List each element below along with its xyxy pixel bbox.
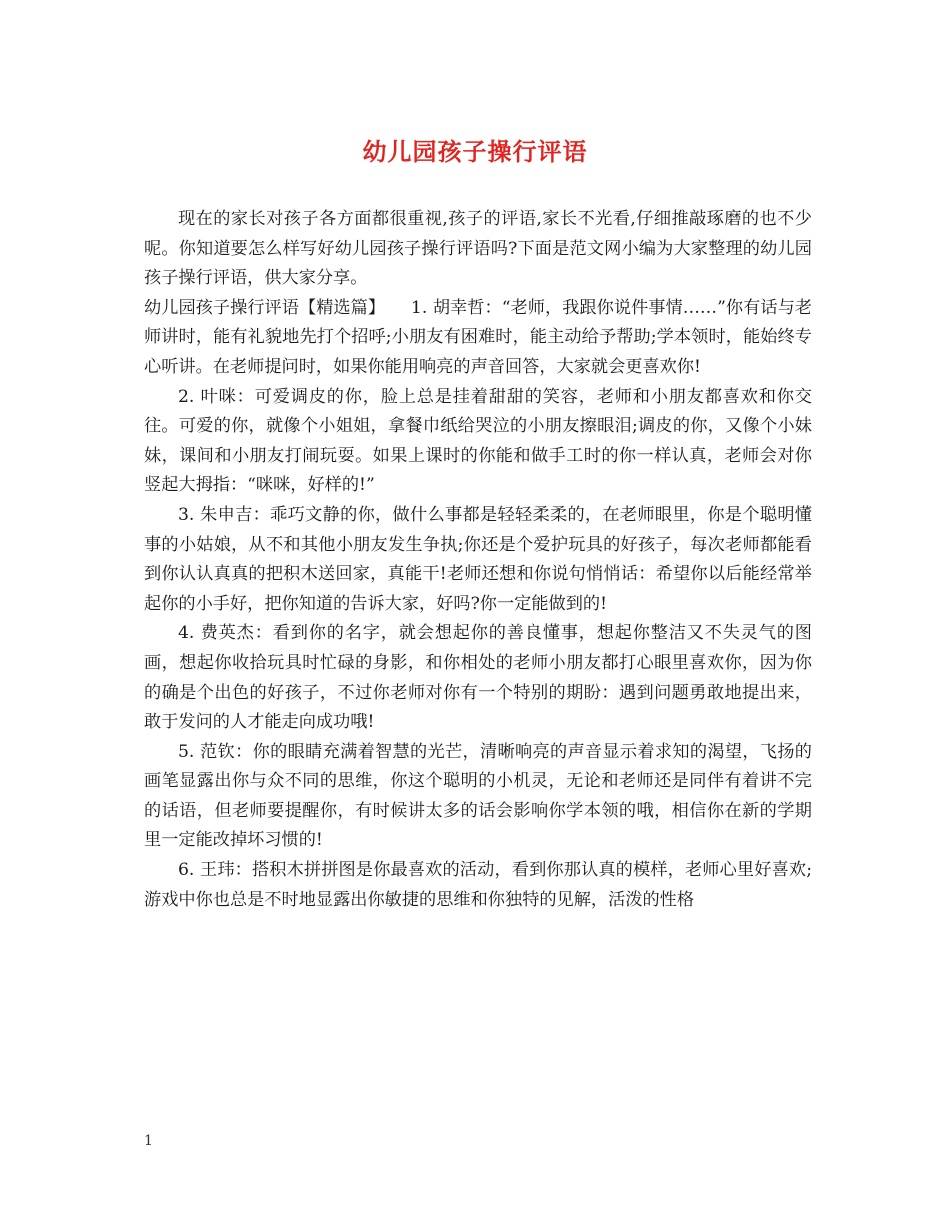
document-body [144, 205, 812, 915]
comment-paragraph-4: 4. 费英杰：看到你的名字，就会想起你的善良懂事，想起你整洁又不失灵气的图画，想起你收拾玩具时忙碌的身影，和你相处的老师小朋友都打心眼里喜欢你，因为你的确是个出色的好孩子，不过你老师对你有一个特别的期盼：遇到问题勇敢地提出来，敢于发问的人才能走向成功哦! [144, 623, 812, 733]
intro-paragraph: 现在的家长对孩子各方面都很重视,孩子的评语,家长不光看,仔细推敲琢磨的也不少呢。你知道要怎么样写好幼儿园孩子操行评语吗?下面是范文网小编为大家整理的幼儿园孩子操行评语，供大家分享。 [144, 209, 812, 289]
comment-paragraph-2: 2. 叶咪：可爱调皮的你，脸上总是挂着甜甜的笑容，老师和小朋友都喜欢和你交往。可爱的你，就像个小姐姐，拿餐巾纸给哭泣的小朋友擦眼泪;调皮的你，又像个小妹妹，课间和小朋友打闹玩耍。如果上课时的你能和做手工时的你一样认真，老师会对你竖起大拇指：“咪咪，好样的!” [144, 386, 812, 496]
comment-paragraph-5: 5. 范钦：你的眼睛充满着智慧的光芒，清晰响亮的声音显示着求知的渴望，飞扬的画笔显露出你与众不同的思维，你这个聪明的小机灵，无论和老师还是同伴有着讲不完的话语，但老师要提醒你，有时候讲太多的话会影响你学本领的哦，相信你在新的学期里一定能改掉坏习惯的! [144, 741, 812, 851]
comment-paragraph-6: 6. 王玮：搭积木拼拼图是你最喜欢的活动，看到你那认真的模样，老师心里好喜欢;游戏中你也总是不时地显露出你敏捷的思维和你独特的见解，活泼的性格 [144, 860, 812, 910]
document-title: 幼儿园孩子操行评语 [362, 137, 588, 166]
comment-paragraph-3: 3. 朱申吉：乖巧文静的你，做什么事都是轻轻柔柔的，在老师眼里，你是个聪明懂事的小姑娘，从不和其他小朋友发生争执;你还是个爱护玩具的好孩子，每次老师都能看到你认认真真的把积木送回家，真能干!老师还想和你说句悄悄话：希望你以后能经常举起你的小手好，把你知道的告诉大家，好吗?你一定能做到的! [144, 504, 812, 614]
page-number: 1 [144, 1133, 153, 1149]
section-heading-paragraph: 幼儿园孩子操行评语【精选篇】 1. 胡幸哲：“老师，我跟你说件事情……”你有话与老师讲时，能有礼貌地先打个招呼;小朋友有困难时，能主动给予帮助;学本领时，能始终专心听讲。在老师提问时，如果你能用响亮的声音回答，大家就会更喜欢你! [144, 297, 812, 377]
